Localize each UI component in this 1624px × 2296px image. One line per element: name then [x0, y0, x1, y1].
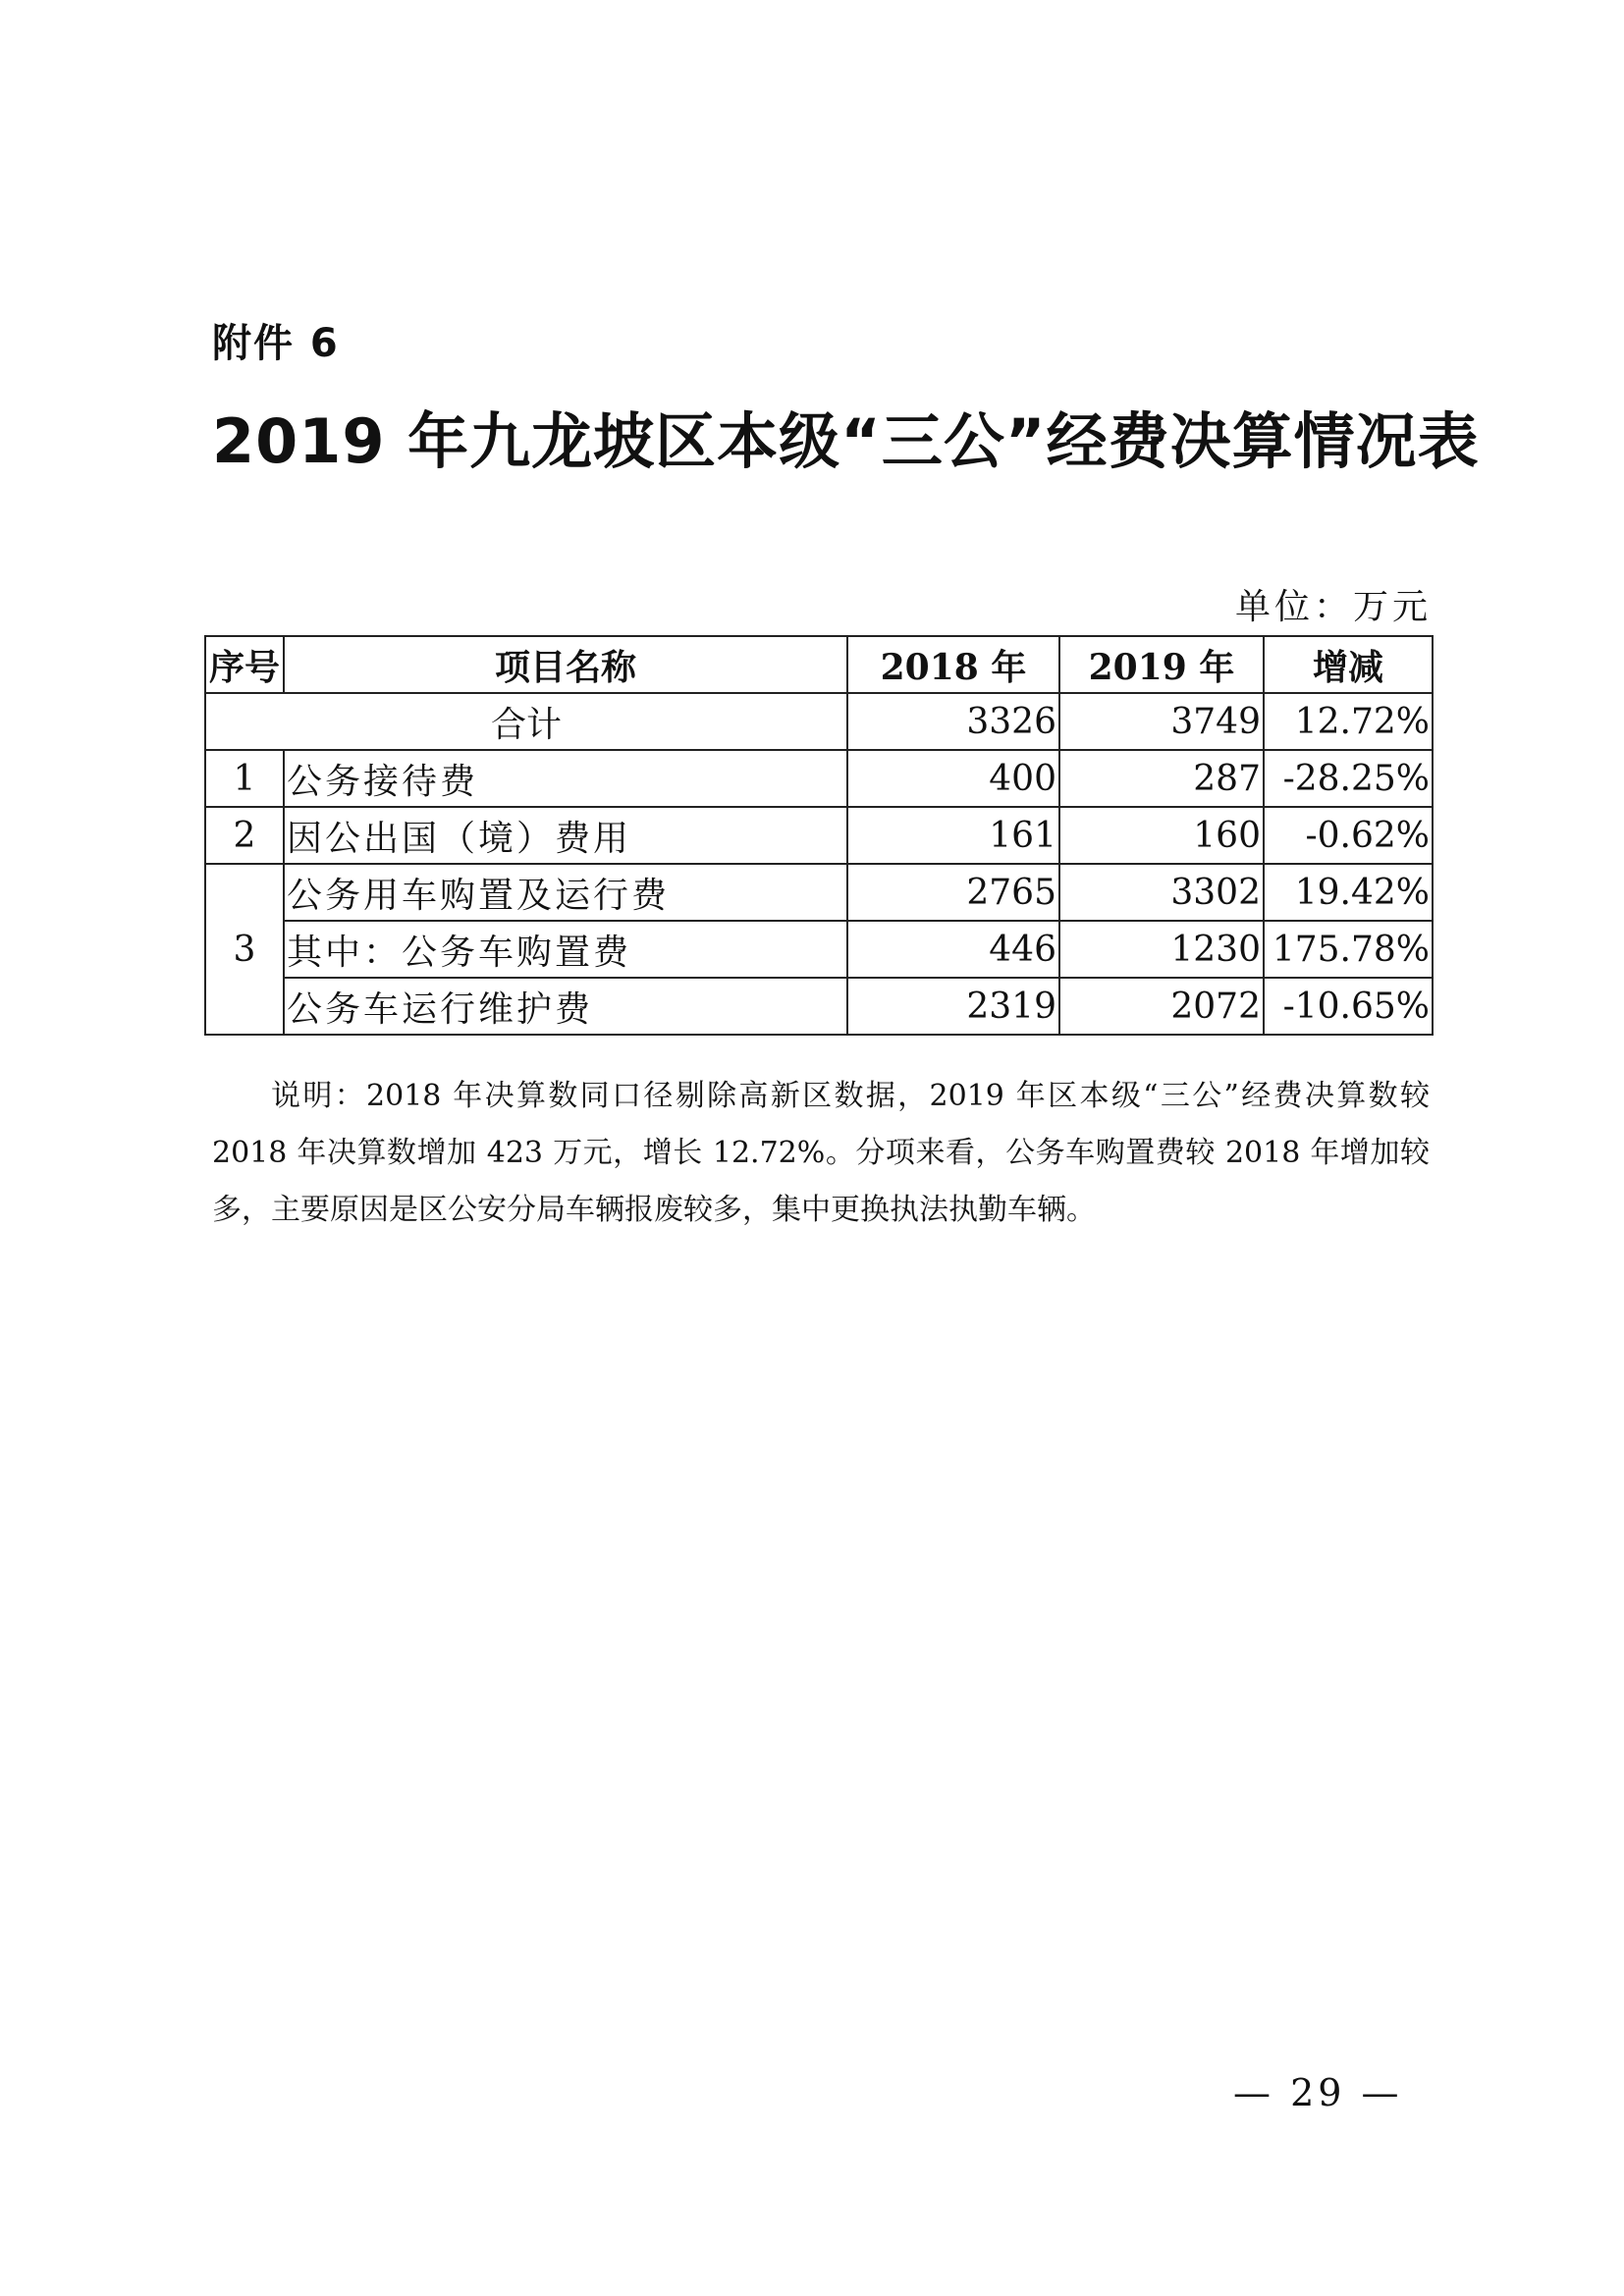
header-2018: 2018 年 [847, 636, 1059, 693]
row-2018: 446 [847, 921, 1059, 978]
page-number: — 29 — [1233, 2071, 1403, 2114]
table-row [205, 750, 1433, 807]
row-2019: 3302 [1059, 864, 1264, 921]
total-change: 12.72% [1264, 693, 1433, 750]
row-name: 因公出国（境）费用 [284, 807, 847, 864]
table-row [205, 864, 1433, 921]
row-change: -10.65% [1264, 978, 1433, 1035]
attachment-label: 附件 6 [212, 321, 340, 366]
row-seq: 2 [205, 807, 284, 864]
total-2019: 3749 [1059, 693, 1264, 750]
table-row [205, 807, 1433, 864]
row-2018: 400 [847, 750, 1059, 807]
row-change: -28.25% [1264, 750, 1433, 807]
page-title: 2019 年九龙坡区本级“三公”经费决算情况表 [212, 405, 1480, 477]
row-name: 公务车运行维护费 [284, 978, 847, 1035]
row-name: 公务用车购置及运行费 [284, 864, 847, 921]
row-2018: 161 [847, 807, 1059, 864]
header-seq: 序号 [205, 636, 284, 693]
row-change: 175.78% [1264, 921, 1433, 978]
row-seq: 3 [205, 864, 284, 1035]
header-name: 项目名称 [284, 636, 847, 693]
note-text: 说明：2018 年决算数同口径剔除高新区数据，2019 年区本级“三公”经费决算数较 2018 年决算数增加 423 万元，增长 12.72%。分项来看，公务车购置费较 2018 年增加较多，主要原因是区公安分局车辆报废较多，集中更换执法执勤车辆。 [212, 1079, 1430, 1227]
expense-table [204, 635, 1434, 1036]
table-row [205, 921, 1433, 978]
row-2018: 2319 [847, 978, 1059, 1035]
row-change: -0.62% [1264, 807, 1433, 864]
table-row [205, 978, 1433, 1035]
total-label: 合计 [205, 693, 847, 750]
total-2018: 3326 [847, 693, 1059, 750]
row-seq: 1 [205, 750, 284, 807]
explanatory-note [212, 1068, 1430, 1239]
row-2019: 1230 [1059, 921, 1264, 978]
row-name: 公务接待费 [284, 750, 847, 807]
header-change: 增减 [1264, 636, 1433, 693]
table-header-row [205, 636, 1433, 693]
table-row-total [205, 693, 1433, 750]
row-2018: 2765 [847, 864, 1059, 921]
row-2019: 160 [1059, 807, 1264, 864]
row-2019: 287 [1059, 750, 1264, 807]
header-2019: 2019 年 [1059, 636, 1264, 693]
row-2019: 2072 [1059, 978, 1264, 1035]
row-name: 其中：公务车购置费 [284, 921, 847, 978]
unit-label: 单位：万元 [1234, 587, 1432, 627]
row-change: 19.42% [1264, 864, 1433, 921]
